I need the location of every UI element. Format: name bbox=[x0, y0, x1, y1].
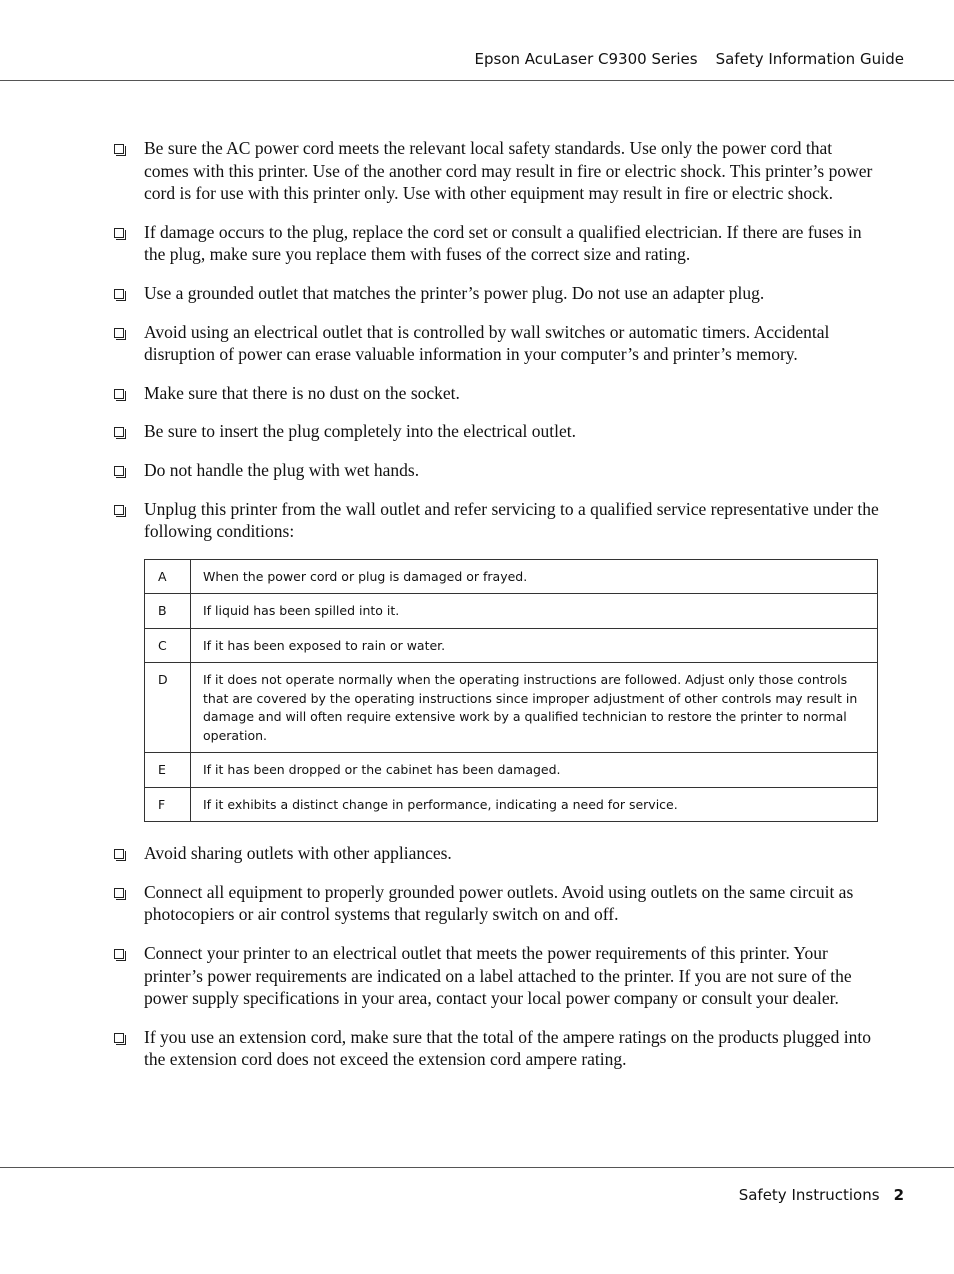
bullet-item bbox=[114, 382, 879, 405]
bullet-text: Connect your printer to an electrical outlet that meets the power requirements of this printer. Your printer’s power requirements are indicated on a label attached to the printer. If you are not sure of the power supply specifications in your area, contact your local power company or consult your dealer. bbox=[144, 943, 852, 1009]
checkbox-bullet-icon bbox=[114, 289, 124, 299]
bullet-item bbox=[114, 498, 879, 543]
table-row bbox=[145, 787, 878, 822]
page-number: 2 bbox=[893, 1186, 904, 1204]
checkbox-bullet-icon bbox=[114, 389, 124, 399]
condition-text: When the power cord or plug is damaged or frayed. bbox=[191, 559, 878, 594]
checkbox-bullet-icon bbox=[114, 505, 124, 515]
bullet-text: Avoid sharing outlets with other appliances. bbox=[144, 843, 452, 864]
condition-text: If it has been dropped or the cabinet has been damaged. bbox=[191, 753, 878, 788]
bullet-item bbox=[114, 321, 879, 366]
page-content bbox=[114, 137, 879, 1087]
condition-letter: C bbox=[145, 628, 191, 663]
condition-text: If liquid has been spilled into it. bbox=[191, 594, 878, 629]
checkbox-bullet-icon bbox=[114, 328, 124, 338]
condition-letter: E bbox=[145, 753, 191, 788]
bullet-text: If you use an extension cord, make sure that the total of the ampere ratings on the products plugged into the extension cord does not exceed the extension cord ampere rating. bbox=[144, 1026, 872, 1070]
checkbox-bullet-icon bbox=[114, 888, 124, 898]
bullet-text: Use a grounded outlet that matches the printer’s power plug. Do not use an adapter plug. bbox=[144, 282, 765, 303]
bullet-text: Be sure to insert the plug completely into the electrical outlet. bbox=[144, 421, 577, 442]
bullet-item bbox=[114, 881, 879, 926]
checkbox-bullet-icon bbox=[114, 849, 124, 859]
checkbox-bullet-icon bbox=[114, 427, 124, 437]
checkbox-bullet-icon bbox=[114, 228, 124, 238]
condition-letter: B bbox=[145, 594, 191, 629]
table-row bbox=[145, 559, 878, 594]
checkbox-bullet-icon bbox=[114, 466, 124, 476]
bullet-text: Be sure the AC power cord meets the relevant local safety standards. Use only the power cord that comes with this printer. Use of the another cord may result in fire or electric shock. This printer’s power cord is for use with this printer only. Use with other equipment may result in fire or electric shock. bbox=[144, 138, 873, 204]
condition-text: If it exhibits a distinct change in performance, indicating a need for service. bbox=[191, 787, 878, 822]
footer-rule bbox=[0, 1167, 954, 1168]
bullet-item bbox=[114, 942, 879, 1010]
bullet-item bbox=[114, 1026, 879, 1071]
condition-letter: D bbox=[145, 663, 191, 753]
bullet-item bbox=[114, 137, 879, 205]
condition-text: If it does not operate normally when the operating instructions are followed. Adjust only those controls that are covered by the operating instructions since improper adjustment of other controls may result in damage and will often require extensive work by a qualified technician to restore the printer to normal operation. bbox=[191, 663, 878, 753]
bullet-item bbox=[114, 420, 879, 443]
condition-text: If it has been exposed to rain or water. bbox=[191, 628, 878, 663]
checkbox-bullet-icon bbox=[114, 1033, 124, 1043]
bullet-item bbox=[114, 842, 879, 865]
checkbox-bullet-icon bbox=[114, 144, 124, 154]
bullet-text: If damage occurs to the plug, replace the cord set or consult a qualified electrician. If there are fuses in the plug, make sure you replace them with fuses of the correct size and rating. bbox=[144, 221, 862, 265]
running-footer bbox=[0, 1186, 904, 1204]
table-row bbox=[145, 753, 878, 788]
table-row bbox=[145, 594, 878, 629]
conditions-table bbox=[144, 559, 878, 823]
bullet-text: Unplug this printer from the wall outlet and refer servicing to a qualified service representative under the following conditions: bbox=[144, 498, 879, 542]
header-rule bbox=[0, 80, 954, 81]
bullet-item bbox=[114, 282, 879, 305]
table-row bbox=[145, 663, 878, 753]
bullet-item bbox=[114, 221, 879, 266]
condition-letter: F bbox=[145, 787, 191, 822]
bullet-item bbox=[114, 459, 879, 482]
footer-section: Safety Instructions bbox=[738, 1186, 880, 1204]
header-product: Epson AcuLaser C9300 Series bbox=[474, 50, 698, 68]
table-row bbox=[145, 628, 878, 663]
condition-letter: A bbox=[145, 559, 191, 594]
bullet-text: Do not handle the plug with wet hands. bbox=[144, 459, 420, 480]
bullet-text: Make sure that there is no dust on the socket. bbox=[144, 382, 460, 403]
running-header bbox=[0, 50, 904, 68]
header-guide-title: Safety Information Guide bbox=[715, 50, 904, 68]
bullet-text: Avoid using an electrical outlet that is controlled by wall switches or automatic timers. Accidental disruption of power can erase valuable information in your computer’s and printer’s memory. bbox=[144, 321, 830, 365]
bullet-text: Connect all equipment to properly grounded power outlets. Avoid using outlets on the same circuit as photocopiers or air control systems that regularly switch on and off. bbox=[144, 881, 854, 925]
checkbox-bullet-icon bbox=[114, 949, 124, 959]
